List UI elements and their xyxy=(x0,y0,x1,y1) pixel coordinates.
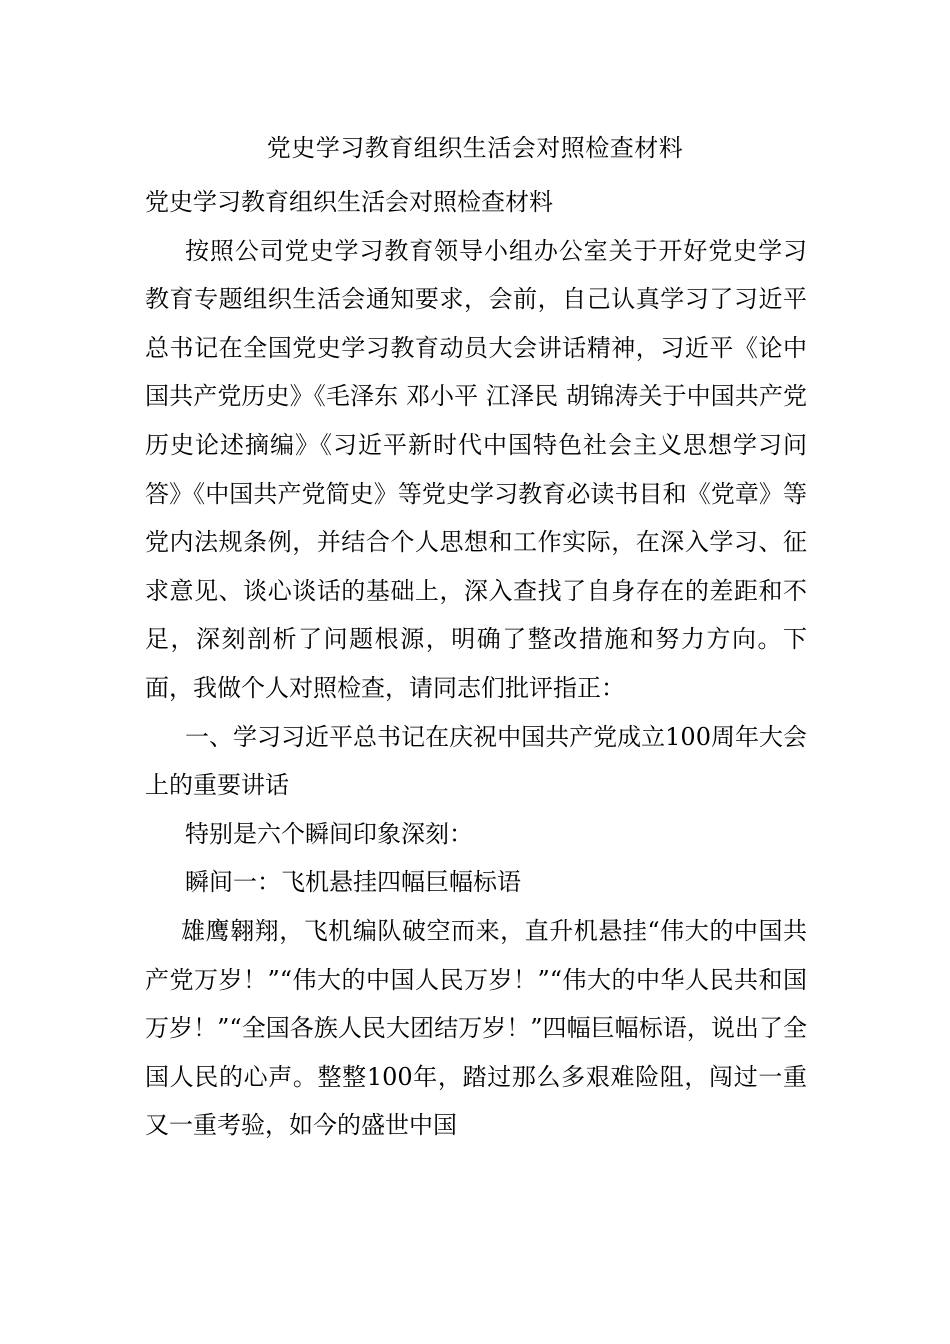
moment-1-text: 雄鹰翱翔，飞机编队破空而来，直升机悬挂“伟大的中国共产党万岁！”“伟大的中国人民万岁！”“伟大的中华人民共和国万岁！”“全国各族人民大团结万岁！”四幅巨幅标语，说出了全国人民的心声。整整100年，踏过那么多艰难险阻，闯过一重又一重考验，如今的盛世中国 xyxy=(145,916,807,1140)
document-body xyxy=(145,178,807,1150)
moment-1-heading: 瞬间一：飞机悬挂四幅巨幅标语 xyxy=(185,868,521,897)
document-title: 党史学习教育组织生活会对照检查材料 xyxy=(266,134,684,162)
section-heading-1: 一、学习习近平总书记在庆祝中国共产党成立100周年大会上的重要讲话 xyxy=(145,722,807,800)
paragraph-intro: 按照公司党史学习教育领导小组办公室关于开好党史学习教育专题组织生活会通知要求，会前，自己认真学习了习近平总书记在全国党史学习教育动员大会讲话精神，习近平《论中国共产党历史》《毛泽东 邓小平 江泽民 胡锦涛关于中国共产党历史论述摘编》《习近平新时代中国特色社会主义思想学习问答》《中国共产党简史》等党史学习教育必读书目和《党章》等党内法规条例，并结合个人思想和工作实际，在深入学习、征求意见、谈心谈话的基础上，深入查找了自身存在的差距和不足，深刻剖析了问题根源，明确了整改措施和努力方向。下面，我做个人对照检查，请同志们批评指正： xyxy=(145,236,807,702)
paragraph-moments: 特别是六个瞬间印象深刻： xyxy=(185,819,473,848)
document-subtitle: 党史学习教育组织生活会对照检查材料 xyxy=(145,188,553,216)
